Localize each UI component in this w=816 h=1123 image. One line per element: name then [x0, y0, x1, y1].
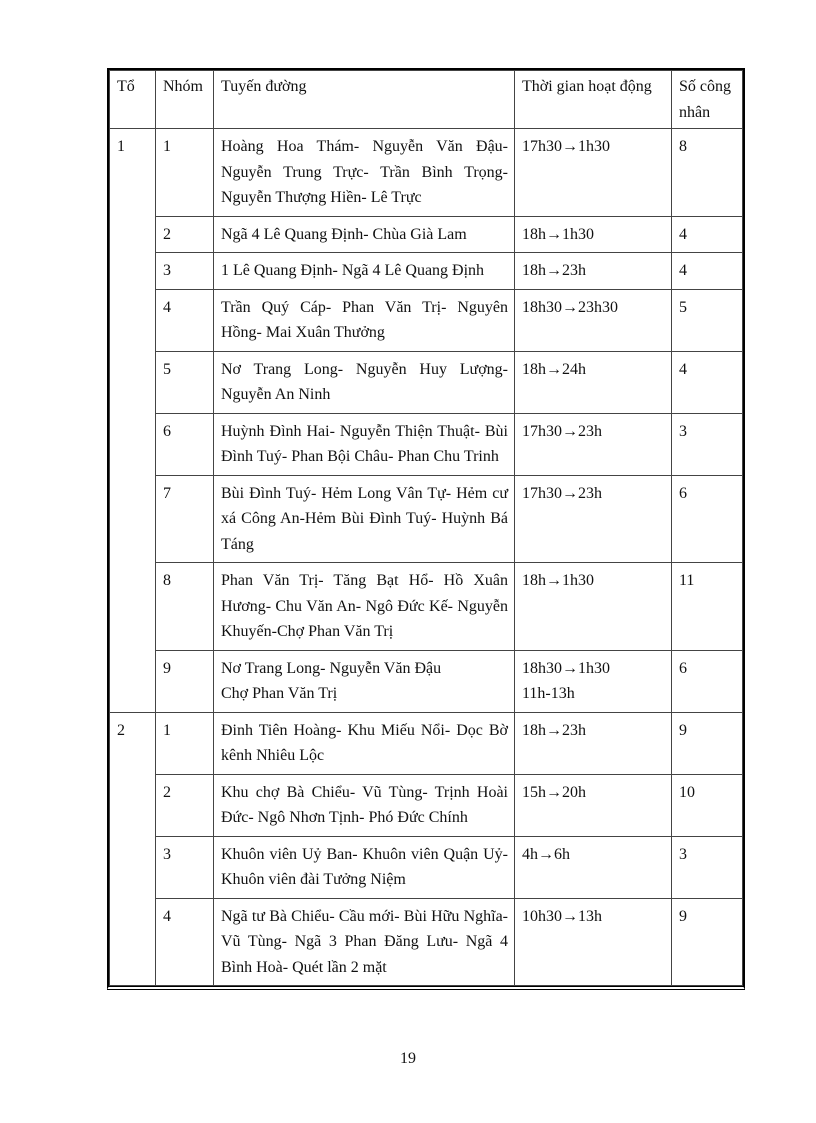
cell-nhom: 4 — [156, 898, 214, 986]
cell-so-cong-nhan: 9 — [672, 898, 743, 986]
time-range: 18h→1h30 — [522, 572, 594, 589]
cell-to — [110, 836, 156, 898]
cell-so-cong-nhan: 10 — [672, 774, 743, 836]
table-row — [110, 898, 743, 986]
time-range: 18h30→1h30 — [522, 659, 610, 677]
table-row — [110, 712, 743, 774]
cell-thoi-gian — [515, 836, 672, 898]
cell-thoi-gian — [515, 129, 672, 217]
cell-nhom: 8 — [156, 563, 214, 651]
cell-nhom: 7 — [156, 475, 214, 563]
cell-so-cong-nhan: 4 — [672, 253, 743, 290]
table-row — [110, 475, 743, 563]
cell-tuyen-duong: Ngã 4 Lê Quang Định- Chùa Già Lam — [214, 216, 515, 253]
time-range: 18h→24h — [522, 360, 586, 378]
cell-nhom: 2 — [156, 216, 214, 253]
table-row — [110, 413, 743, 475]
cell-to — [110, 253, 156, 290]
page-number: 19 — [400, 1050, 416, 1067]
header-nhom: Nhóm — [156, 71, 214, 129]
time-range: 10h30→13h — [522, 907, 602, 925]
time-range: 18h→23h — [522, 721, 586, 739]
cell-thoi-gian — [515, 563, 672, 651]
cell-so-cong-nhan: 5 — [672, 289, 743, 351]
table-row — [110, 216, 743, 253]
cell-tuyen-duong: Bùi Đình Tuý- Hẻm Long Vân Tự- Hẻm cư xá Công An-Hẻm Bùi Đình Tuý- Huỳnh Bá Táng — [214, 475, 515, 563]
header-so-cong-nhan: Số công nhân — [672, 71, 743, 129]
cell-thoi-gian — [515, 253, 672, 290]
route-line: Chợ Phan Văn Trị — [221, 685, 338, 702]
cell-tuyen-duong — [214, 650, 515, 712]
cell-nhom: 5 — [156, 351, 214, 413]
cell-to: 2 — [110, 712, 156, 774]
cell-nhom: 1 — [156, 129, 214, 217]
cell-to — [110, 475, 156, 563]
time-range: 18h→1h30 — [522, 225, 594, 243]
table-row — [110, 563, 743, 651]
table-row — [110, 289, 743, 351]
cell-tuyen-duong: Phan Văn Trị- Tăng Bạt Hổ- Hồ Xuân Hương- Chu Văn An- Ngô Đức Kế- Nguyễn Khuyến-Chợ Phan Văn Trị — [214, 563, 515, 651]
cell-so-cong-nhan: 4 — [672, 216, 743, 253]
table-row — [110, 351, 743, 413]
cell-tuyen-duong: Khu chợ Bà Chiểu- Vũ Tùng- Trịnh Hoài Đức- Ngô Nhơn Tịnh- Phó Đức Chính — [214, 774, 515, 836]
cell-thoi-gian — [515, 898, 672, 986]
cell-so-cong-nhan: 3 — [672, 836, 743, 898]
table-row — [110, 253, 743, 290]
header-thoi-gian: Thời gian hoạt động — [515, 71, 672, 129]
header-tuyen-duong: Tuyến đường — [214, 71, 515, 129]
cell-so-cong-nhan: 4 — [672, 351, 743, 413]
time-range: 4h→6h — [522, 845, 570, 863]
cell-nhom: 9 — [156, 650, 214, 712]
table-row — [110, 129, 743, 217]
cell-thoi-gian — [515, 650, 672, 712]
cell-nhom: 2 — [156, 774, 214, 836]
cell-nhom: 4 — [156, 289, 214, 351]
table-row — [110, 836, 743, 898]
cell-thoi-gian — [515, 216, 672, 253]
cell-so-cong-nhan: 6 — [672, 650, 743, 712]
table-row — [110, 774, 743, 836]
cell-to — [110, 413, 156, 475]
cell-thoi-gian — [515, 712, 672, 774]
cell-so-cong-nhan: 6 — [672, 475, 743, 563]
cell-tuyen-duong: 1 Lê Quang Định- Ngã 4 Lê Quang Định — [214, 253, 515, 290]
cell-to — [110, 216, 156, 253]
route-line: Nơ Trang Long- Nguyễn Văn Đậu — [221, 659, 442, 677]
cell-to — [110, 650, 156, 712]
cell-thoi-gian — [515, 351, 672, 413]
cell-thoi-gian — [515, 289, 672, 351]
cell-so-cong-nhan: 3 — [672, 413, 743, 475]
cell-tuyen-duong: Ngã tư Bà Chiểu- Cầu mới- Bùi Hữu Nghĩa- Vũ Tùng- Ngã 3 Phan Đăng Lưu- Ngã 4 Bình Hoà- Quét lần 2 mặt — [214, 898, 515, 986]
cell-thoi-gian — [515, 774, 672, 836]
cell-nhom: 6 — [156, 413, 214, 475]
cell-nhom: 3 — [156, 836, 214, 898]
cell-to — [110, 351, 156, 413]
cell-to: 1 — [110, 129, 156, 217]
cell-to — [110, 898, 156, 986]
cell-so-cong-nhan: 8 — [672, 129, 743, 217]
time-range: 17h30→23h — [522, 484, 602, 502]
time-range: 17h30→23h — [522, 422, 602, 440]
time-range: 17h30→1h30 — [522, 138, 610, 155]
time-range: 18h→23h — [522, 262, 586, 279]
route-schedule-table — [109, 70, 743, 986]
cell-to — [110, 289, 156, 351]
header-to: Tổ — [110, 71, 156, 129]
time-range: 15h→20h — [522, 783, 586, 801]
cell-thoi-gian — [515, 475, 672, 563]
table-row — [110, 650, 743, 712]
cell-nhom: 1 — [156, 712, 214, 774]
time-range: 11h-13h — [522, 685, 575, 702]
route-schedule-table-frame — [107, 68, 745, 990]
cell-thoi-gian — [515, 413, 672, 475]
cell-so-cong-nhan: 9 — [672, 712, 743, 774]
cell-tuyen-duong: Khuôn viên Uỷ Ban- Khuôn viên Quận Uỷ- Khuôn viên đài Tưởng Niệm — [214, 836, 515, 898]
cell-tuyen-duong: Đinh Tiên Hoàng- Khu Miếu Nổi- Dọc Bờ kênh Nhiêu Lộc — [214, 712, 515, 774]
table-header-row — [110, 71, 743, 129]
cell-tuyen-duong: Trần Quý Cáp- Phan Văn Trị- Nguyên Hồng- Mai Xuân Thưởng — [214, 289, 515, 351]
table-body — [110, 129, 743, 986]
cell-so-cong-nhan: 11 — [672, 563, 743, 651]
cell-nhom: 3 — [156, 253, 214, 290]
cell-tuyen-duong: Nơ Trang Long- Nguyễn Huy Lượng- Nguyễn An Ninh — [214, 351, 515, 413]
cell-to — [110, 774, 156, 836]
time-range: 18h30→23h30 — [522, 298, 618, 316]
cell-tuyen-duong: Huỳnh Đình Hai- Nguyễn Thiện Thuật- Bùi Đình Tuý- Phan Bội Châu- Phan Chu Trinh — [214, 413, 515, 475]
cell-to — [110, 563, 156, 651]
cell-tuyen-duong: Hoàng Hoa Thám- Nguyễn Văn Đậu- Nguyễn Trung Trực- Trần Bình Trọng- Nguyễn Thượng Hiền- Lê Trực — [214, 129, 515, 217]
